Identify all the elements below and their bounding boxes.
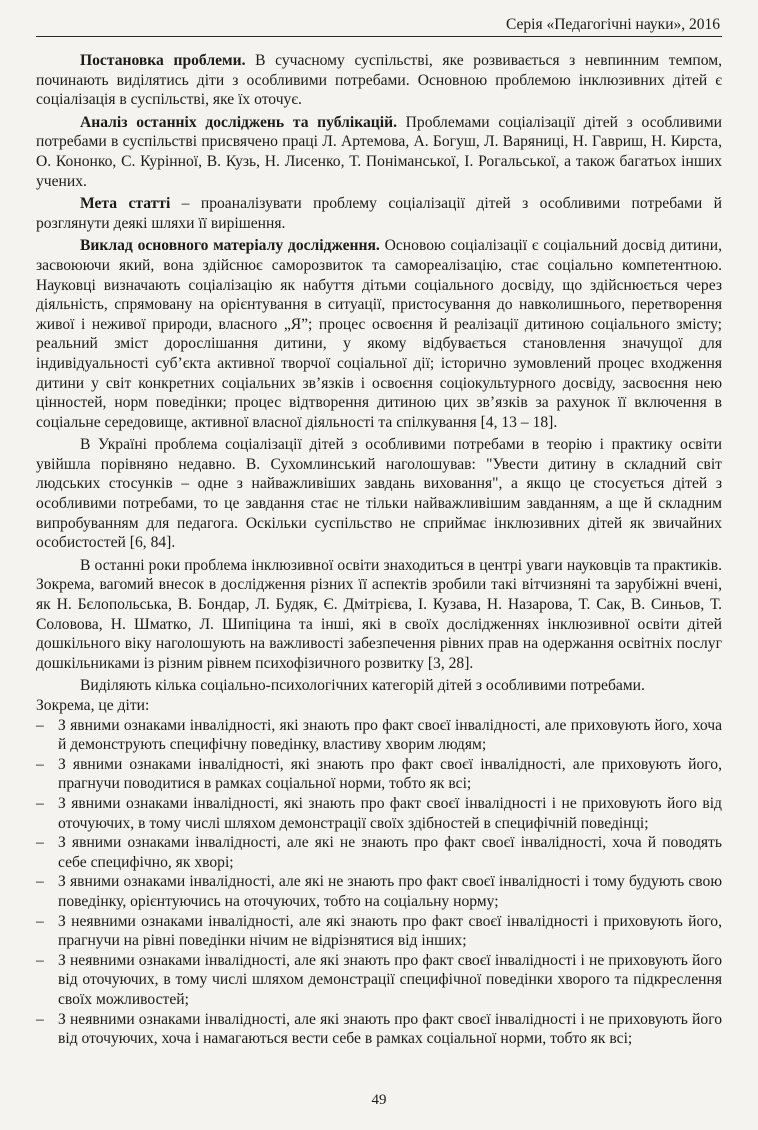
bullet-dash: – — [36, 716, 44, 734]
list-item-text: З явними ознаками інвалідності, які знають про факт своєї інвалідності, але приховують його, прагнучи поводитися в рамках соціальної норми, тобто як всі; — [58, 755, 722, 793]
page-number: 49 — [371, 1092, 387, 1108]
list-item — [36, 1010, 722, 1049]
list-item — [36, 912, 722, 951]
paragraph-text: В останні роки проблема інклюзивної освіти знаходиться в центрі уваги науковців та практиків. Зокрема, вагомий внесок в дослідження різних її аспектів зробили такі вітчизняні та зарубіжні вчені, як Н. Бєлопольська, В. Бондар, Л. Будяк, Є. Дмітрієва, І. Кузава, Н. Назарова, Т. Сак, В. Синьов, Т. Соловова, Н. Шматко, Л. Шипіцина та інші, які в своїх дослідженнях інклюзивної освіти дітей дошкільного віку наголошують на важливості забезпечення рівних прав на одержання освітніх послуг дошкільниками із різним рівнем психофізичного розвитку [3, 28]. — [36, 556, 722, 672]
paragraph-categories — [36, 676, 722, 696]
paragraph-lead: Мета статті — [80, 195, 171, 213]
bullet-dash: – — [36, 1010, 44, 1028]
header-rule — [36, 36, 722, 37]
list-item — [36, 833, 722, 872]
article-body — [36, 51, 722, 1049]
running-header: Серія «Педагогічні науки», 2016 — [506, 16, 720, 33]
list-item-text: З неявними ознаками інвалідності, але які знають про факт своєї інвалідності і не приховують його від оточуючих, хоча і намагаються вести себе в рамках соціальної норми, тобто як всі; — [58, 1010, 722, 1048]
paragraph-text: Основою соціалізації є соціальний досвід дитини, засвоюючи який, вона здійснює саморозвиток та самореалізацію, стає соціально компетентною. Науковці визначають соціалізацію як набуття дітьми соціального досвіду, що здійснюється через діяльність, спрямовану на орієнтування в ситуації, пристосування до навколишнього, перетворення живої і неживої природи, власного „Я”; процес освоєння й реалізації дитиною соціального змісту; реальний зміст дорослішання дитини, у якому відбувається становлення значущої для індивідуальності суб’єкта активної творчої соціальної дії; історично зумовлений процес входження дитини у світ конкретних соціальних зв’язків і освоєння соціокультурного досвіду, засвоєння нею цінностей, норм поведінки; процес відтворення дитиною цих зв’язків за рахунок її включення в соціальне середовище, активної власної діяльності та спілкування [4, 13 – 18]. — [36, 237, 722, 431]
list-item-text: З явними ознаками інвалідності, які знають про факт своєї інвалідності і не приховують його від оточуючих, в тому числі шляхом демонстрації своїх здібностей в специфічній поведінці; — [58, 794, 722, 832]
paragraph-text: Проблемами соціалізації дітей з особливими потребами в суспільстві присвячено праці Л. Артемова, А. Богуш, Л. Варяниці, Н. Гавриш, Н. Кирста, О. Кононко, С. Курінної, В. Кузь, Н. Лисенко, Т. Поніманської, І. Рогальської, а також багатьох інших учених. — [36, 113, 723, 190]
list-item — [36, 794, 722, 833]
categories-list — [36, 716, 722, 1049]
list-item-text: З явними ознаками інвалідності, але які не знають про факт своєї інвалідності і тому будують свою поведінку, орієнтуючись на оточуючих, тобто на соціальну норму; — [58, 873, 722, 910]
paragraph-recent-years — [36, 556, 722, 674]
bullet-dash: – — [36, 873, 44, 891]
paragraph-text: В Україні проблема соціалізації дітей з особливими потребами в теорію і практику освіти увійшла порівняно недавно. В. Сухомлинський наголошував: "Увести дитину в складний світ людських стосунків – одне з найважливіших завдань виховання", а якщо це стосується дітей з особливими потребами, то це завдання стає не тільки найважливішим завданням, а ще й складним випробуванням для педагога. Оскільки суспільство не сприймає інклюзивних дітей як звичайних особистостей [6, 84]. — [36, 436, 722, 552]
bullet-dash: – — [36, 794, 44, 812]
bullet-dash: – — [36, 755, 44, 773]
list-item — [36, 872, 722, 911]
list-item — [36, 716, 722, 755]
paragraph-lead: Постановка проблеми. — [80, 52, 246, 69]
bullet-dash: – — [36, 912, 44, 930]
paragraph-problem-statement — [36, 51, 722, 110]
paragraph-lead: Виклад основного матеріалу дослідження. — [80, 237, 380, 255]
list-item-text: З явними ознаками інвалідності, які знають про факт своєї інвалідності, але приховують його, хоча й демонструють специфічну поведінку, властиву хворим людям; — [58, 716, 722, 754]
list-intro: Зокрема, це діти: — [36, 697, 150, 714]
paragraph-text: Виділяють кілька соціально-психологічних категорій дітей з особливими потребами. — [80, 677, 645, 695]
list-item — [36, 951, 722, 1010]
paragraph-literature-review — [36, 113, 722, 191]
paragraph-text: В сучасному суспільстві, яке розвивається з невпинним темпом, починають виділятись діти з особливими потребами. Основною проблемою інклюзивних дітей є соціалізація в суспільстві, яке їх оточує. — [36, 52, 722, 109]
paragraph-article-goal — [36, 194, 722, 233]
list-item-text: З неявними ознаками інвалідності, але які знають про факт своєї інвалідності і не приховують його від оточуючих, в тому числі шляхом демонстрації специфічної поведінки хворого та підкреслення своїх можливостей; — [58, 951, 722, 1008]
paragraph-main-material — [36, 236, 722, 432]
paragraph-ukraine — [36, 435, 722, 553]
paragraph-lead: Аналіз останніх досліджень та публікацій. — [80, 113, 397, 131]
paragraph-text: – проаналізувати проблему соціалізації дітей з особливими потребами й розглянути деякі шляхи її вирішення. — [36, 195, 723, 232]
list-item-text: З явними ознаками інвалідності, але які не знають про факт своєї інвалідності, хоча й поводять себе специфічно, як хворі; — [58, 834, 722, 871]
list-item-text: З неявними ознаками інвалідності, але які знають про факт своєї інвалідності і приховують його, прагнучи на рівні поведінки нічим не відрізнятися від інших; — [58, 912, 722, 950]
list-item — [36, 755, 722, 794]
bullet-dash: – — [36, 951, 44, 969]
bullet-dash: – — [36, 834, 44, 852]
